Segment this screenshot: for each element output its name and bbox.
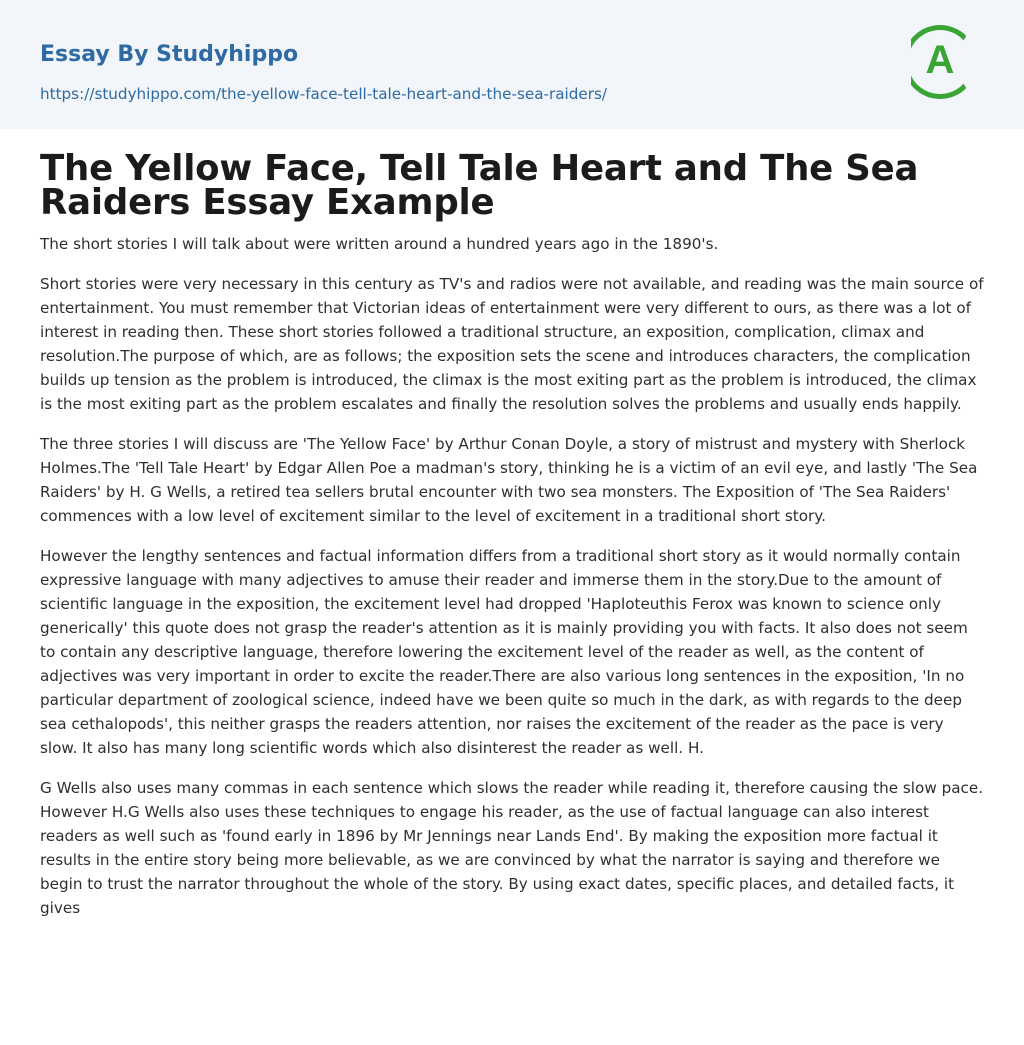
paragraph: The short stories I will talk about were written around a hundred years ago in the 1890's. [40, 235, 719, 253]
studyhippo-logo-icon[interactable] [911, 18, 987, 106]
source-url-link[interactable]: https://studyhippo.com/the-yellow-face-tell-tale-heart-and-the-sea-raiders/ [40, 85, 608, 103]
logo-letter: A [925, 38, 955, 82]
article [0, 129, 1024, 920]
paragraph: However the lengthy sentences and factual information differs from a traditional short story as it would normally contain expressive language with many adjectives to amuse their reader and immerse them in the story.Due to the amount of scientific language in the exposition, the excitement level had dropped 'Haploteuthis Ferox was known to science only generically' this quote does not grasp the reader's attention as it is mainly providing you with facts. It also does not seem to contain any descriptive language, therefore lowering the excitement level of the reader as well, as the content of adjectives was very important in order to excite the reader.There are also various long sentences in the exposition, 'In no particular department of zoological science, indeed have we been quite so much in the dark, as with regards to the deep sea cethalopods', this neither grasps the readers attention, nor raises the excitement of the reader as the pace is very slow. It also has many long scientific words which also disinterest the reader as well. H. [40, 547, 968, 757]
site-brand[interactable]: Essay By Studyhippo [40, 42, 299, 67]
site-header [0, 0, 1024, 129]
paragraph: The three stories I will discuss are 'The Yellow Face' by Arthur Conan Doyle, a story of mistrust and mystery with Sherlock Holmes.The 'Tell Tale Heart' by Edgar Allen Poe a madman's story, thinking he is a victim of an evil eye, and lastly 'The Sea Raiders' by H. G Wells, a retired tea sellers brutal encounter with two sea monsters. The Exposition of 'The Sea Raiders' commences with a low level of excitement similar to the level of excitement in a traditional short story. [40, 435, 978, 525]
paragraph: Short stories were very necessary in this century as TV's and radios were not available, and reading was the main source of entertainment. You must remember that Victorian ideas of entertainment were very different to ours, as there was a lot of interest in reading then. These short stories followed a traditional structure, an exposition, complication, climax and resolution.The purpose of which, are as follows; the exposition sets the scene and introduces characters, the complication builds up tension as the problem is introduced, the climax is the most exiting part as the problem is introduced, the climax is the most exiting part as the problem escalates and finally the resolution solves the problems and usually ends happily. [40, 275, 984, 413]
page-title: The Yellow Face, Tell Tale Heart and The Sea Raiders Essay Example [40, 148, 919, 223]
paragraph: G Wells also uses many commas in each sentence which slows the reader while reading it, therefore causing the slow pace. However H.G Wells also uses these techniques to engage his reader, as the use of factual language can also interest readers as well such as 'found early in 1896 by Mr Jennings near Lands End'. By making the exposition more factual it results in the entire story being more believable, as we are convinced by what the narrator is saying and therefore we begin to trust the narrator throughout the whole of the story. By using exact dates, specific places, and detailed facts, it gives [40, 779, 984, 917]
